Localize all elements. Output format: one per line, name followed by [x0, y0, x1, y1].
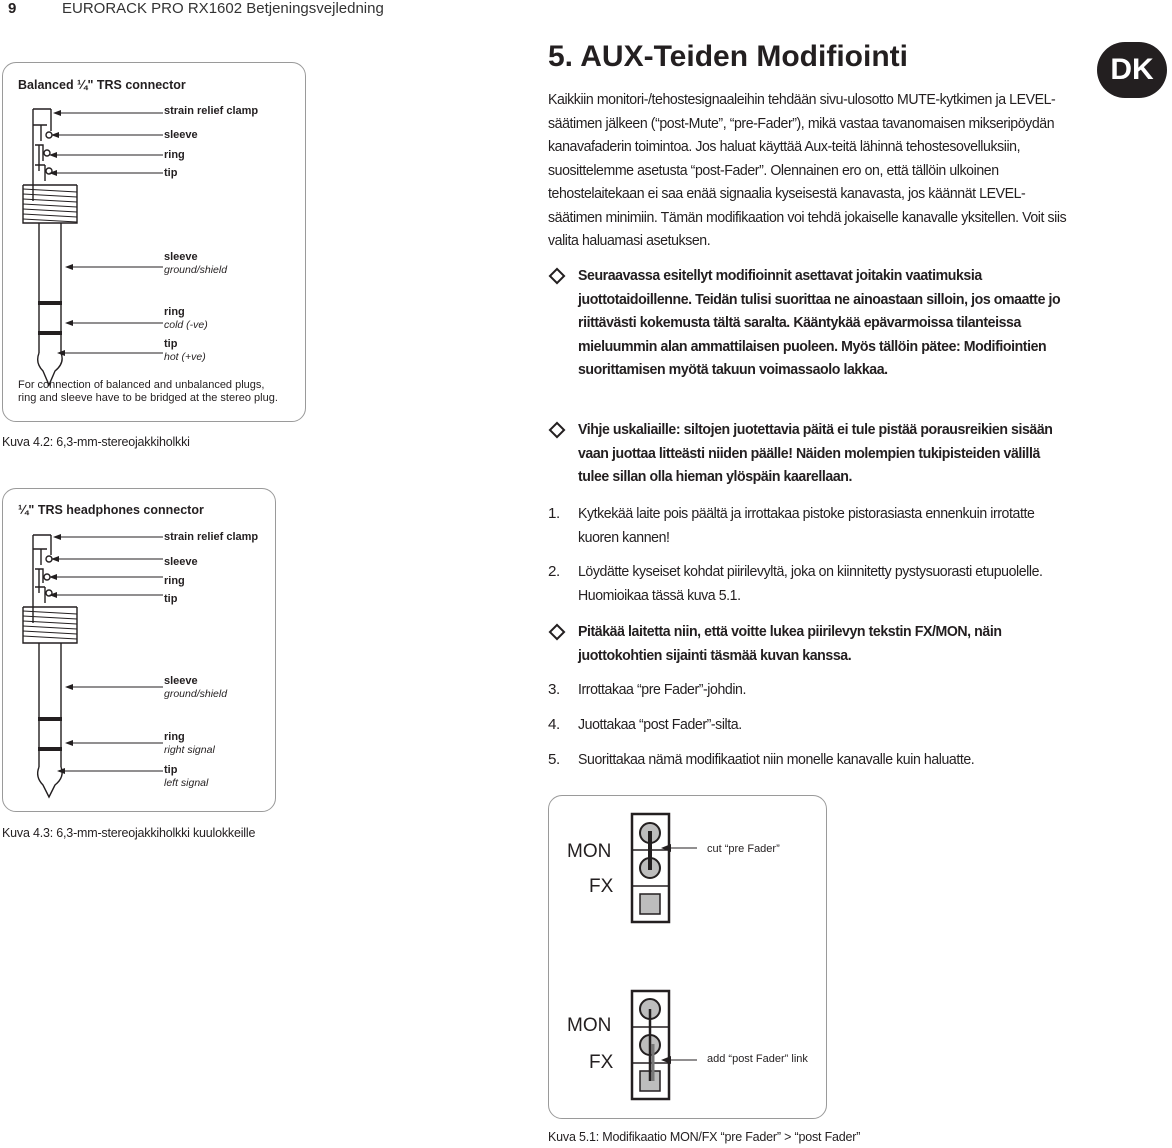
label-ring-sub: cold (-ve)	[164, 319, 208, 331]
label-strain-relief: strain relief clamp	[164, 105, 259, 117]
label-ring	[164, 306, 208, 332]
figure-5-1-box	[548, 795, 827, 1119]
hp-label-ring-sub: right signal	[164, 744, 215, 756]
step-3-text: Irrottakaa “pre Fader”-johdin.	[578, 681, 747, 698]
document-title: EURORACK PRO RX1602 Betjeningsvejledning	[62, 0, 384, 17]
fx-label-bottom: FX	[589, 1052, 614, 1073]
label-sleeve-name: sleeve	[164, 251, 198, 263]
figure-4-2-caption: Kuva 4.2: 6,3-mm-stereojakkiholkki	[2, 435, 190, 449]
figure-4-2-note	[18, 379, 303, 405]
trs-plug-diagram	[13, 101, 173, 401]
hp-label-sleeve-top: sleeve	[164, 556, 198, 568]
figure-4-3-caption: Kuva 4.3: 6,3-mm-stereojakkiholkki kuulokkeille	[2, 826, 256, 840]
figure-4-2-title: Balanced ¼" TRS connector	[18, 78, 186, 92]
hp-label-tip-top: tip	[164, 593, 178, 605]
label-ring-top: ring	[164, 149, 185, 161]
warning-3-text: Pitäkää laitetta niin, että voitte lukea piirilevyn tekstin FX/MON, näin juottokohtien sijainti täsmää kuvan kanssa.	[578, 623, 1002, 664]
trs-headphones-plug-diagram	[13, 527, 173, 802]
warning-1-text: Seuraavassa esitellyt modifioinnit asettavat joitakin vaatimuksia juottotaidoillenne. Teidän tulisi suorittaa ne ainoastaan silloin, jos omaatte jo riittävästi kokemusta tältä saralta. Kääntykää epävarmoissa tilanteissa mieluummin alan ammattilaisen puoleen. Myös tällöin pätee: Modifiointien suorittamisen myötä takuun voimassaolo lakkaa.	[578, 267, 1061, 378]
mon-label-top: MON	[567, 841, 612, 862]
step-1-number: 1.	[548, 505, 560, 522]
figure-4-2-box	[2, 62, 306, 422]
page-number: 9	[8, 0, 17, 17]
label-tip-sub: hot (+ve)	[164, 351, 206, 363]
hp-label-strain-relief: strain relief clamp	[164, 531, 259, 543]
figure-5-1-caption: Kuva 5.1: Modifikaatio MON/FX “pre Fader” > “post Fader”	[548, 1130, 861, 1144]
section-heading: 5. AUX-Teiden Modifiointi	[548, 40, 908, 73]
add-post-fader-label: add “post Fader” link	[707, 1053, 808, 1065]
diamond-icon	[548, 264, 570, 290]
step-2-number: 2.	[548, 563, 560, 580]
label-tip-top: tip	[164, 167, 178, 179]
cut-pre-fader-label: cut “pre Fader”	[707, 843, 780, 855]
step-1-text: Kytkekää laite pois päältä ja irrottakaa pistoke pistorasiasta ennenkuin irrotatte kuoren kannen!	[578, 505, 1035, 546]
hp-label-tip-name: tip	[164, 764, 178, 776]
note-line-2: ring and sleeve have to be bridged at the stereo plug.	[18, 392, 278, 404]
hp-label-sleeve-name: sleeve	[164, 675, 198, 687]
label-tip-name: tip	[164, 338, 178, 350]
step-5-number: 5.	[548, 751, 560, 768]
hp-label-tip-sub: left signal	[164, 777, 209, 789]
diamond-icon	[548, 620, 570, 646]
figure-4-3-box	[2, 488, 276, 812]
step-4-number: 4.	[548, 716, 560, 733]
fx-label-top: FX	[589, 876, 614, 897]
note-line-1: For connection of balanced and unbalanced plugs,	[18, 379, 265, 391]
label-sleeve-sub: ground/shield	[164, 264, 228, 276]
step-3-number: 3.	[548, 681, 560, 698]
intro-paragraph: Kaikkiin monitori-/tehostesignaaleihin tehdään sivu-ulosotto MUTE-kytkimen ja LEVEL-säätimen jälkeen (“post-Mute”, “pre-Fader”), mikä vastaa tavanomaisen mikseripöydän kanavafaderin toimintoa. Jos haluat käyttää Aux-teitä lähinnä tehostesovelluksiin, suosittelemme asetusta “post-Fader”. Olennainen ero on, että tällöin ulkoinen tehostelaitekaan ei saa enää signaalia kyseisestä kanavasta, jos käännät LEVEL-säätimen minimiin. Tämän modifikaation voi tehdä jokaiselle kanavalle yksitellen. Voit siis valita haluamasi asetuksen.	[548, 91, 1067, 249]
step-2-text: Löydätte kyseiset kohdat piirilevyltä, joka on kiinnitetty pystysuorasti etupuolelle. Huomioikaa tässä kuva 5.1.	[578, 563, 1043, 604]
label-sleeve	[164, 251, 227, 277]
language-badge: DK	[1097, 42, 1167, 98]
label-sleeve-top: sleeve	[164, 129, 198, 141]
step-5-text: Suorittakaa nämä modifikaatiot niin monelle kanavalle kuin haluatte.	[578, 751, 975, 768]
hp-label-ring-name: ring	[164, 731, 185, 743]
step-4-text: Juottakaa “post Fader”-silta.	[578, 716, 742, 733]
hp-label-sleeve	[164, 675, 227, 701]
warning-2-text: Vihje uskaliaille: siltojen juotettavia päitä ei tule pistää porausreikien sisään vaan juottaa litteästi niiden päälle! Näiden molempien tukipisteiden välillä tulee sillan olla hieman ylöspäin kaarellaan.	[578, 421, 1053, 485]
hp-label-tip	[164, 764, 208, 790]
hp-label-sleeve-sub: ground/shield	[164, 688, 228, 700]
label-tip	[164, 338, 206, 364]
hp-label-ring	[164, 731, 215, 757]
hp-label-ring-top: ring	[164, 575, 185, 587]
mon-label-bottom: MON	[567, 1015, 612, 1036]
diamond-icon	[548, 418, 570, 444]
figure-4-3-title: ¼" TRS headphones connector	[18, 503, 204, 517]
label-ring-name: ring	[164, 306, 185, 318]
